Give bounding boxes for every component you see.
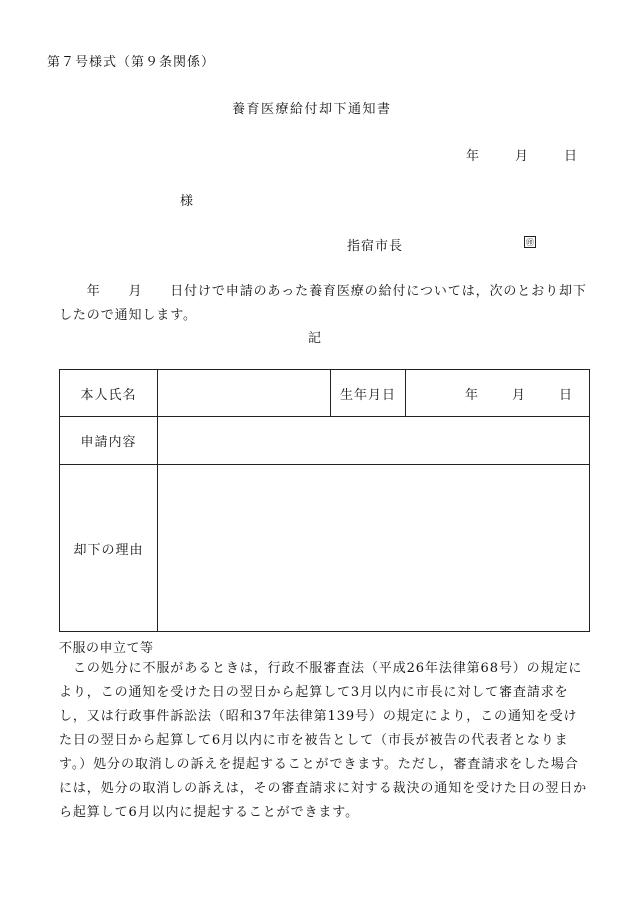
issue-date-year: 年 <box>466 149 480 164</box>
ki-label: 記 <box>308 331 322 346</box>
reason-label: 却下の理由 <box>60 465 158 632</box>
dob-month: 月 <box>511 387 525 403</box>
document-title: 養育医療給付却下通知書 <box>232 102 392 117</box>
seal-icon: ㊞ <box>526 238 534 247</box>
table-row <box>60 417 590 465</box>
notice-body: 年 月 日付けで申請のあった養育医療の給付については，次のとおり却下したので通知します。 <box>59 284 587 323</box>
issue-date-month: 月 <box>515 149 529 164</box>
dob-year: 年 <box>464 387 478 403</box>
table-row <box>60 370 590 417</box>
details-table <box>59 369 590 632</box>
issue-date <box>466 145 577 164</box>
appeal-heading: 不服の申立て等 <box>59 641 154 656</box>
appeal-text: この処分に不服があるときは，行政不服審査法（平成26年法律第68号）の規定により，この通知を受けた日の翌日から起算して3月以内に市長に対して審査請求をし，又は行政事件訴訟法（昭和37年法律第139号）の規定により，この通知を受けた日の翌日から起算して6月以内に市を被告として（市長が被告の代表者となります。）処分の取消しの訴えを提起することができます。ただし，審査請求をした場合には，処分の取消しの訴えは，その審査請求に対する裁決の通知を受けた日の翌日から起算して6月以内に提起することができます。 <box>59 661 588 820</box>
dob-day: 日 <box>558 387 572 403</box>
application-label: 申請内容 <box>60 417 158 465</box>
form-number: 第７号様式（第９条関係） <box>47 55 216 70</box>
reason-field[interactable] <box>158 465 590 632</box>
dob-label: 生年月日 <box>331 370 406 417</box>
addressee-suffix: 様 <box>180 194 194 209</box>
name-field[interactable] <box>158 370 331 417</box>
issue-date-day: 日 <box>564 149 578 164</box>
dob-field[interactable] <box>406 370 590 417</box>
application-field[interactable] <box>158 417 590 465</box>
issuer-name: 指宿市長 <box>347 239 404 254</box>
name-label: 本人氏名 <box>60 370 158 417</box>
table-row <box>60 465 590 632</box>
